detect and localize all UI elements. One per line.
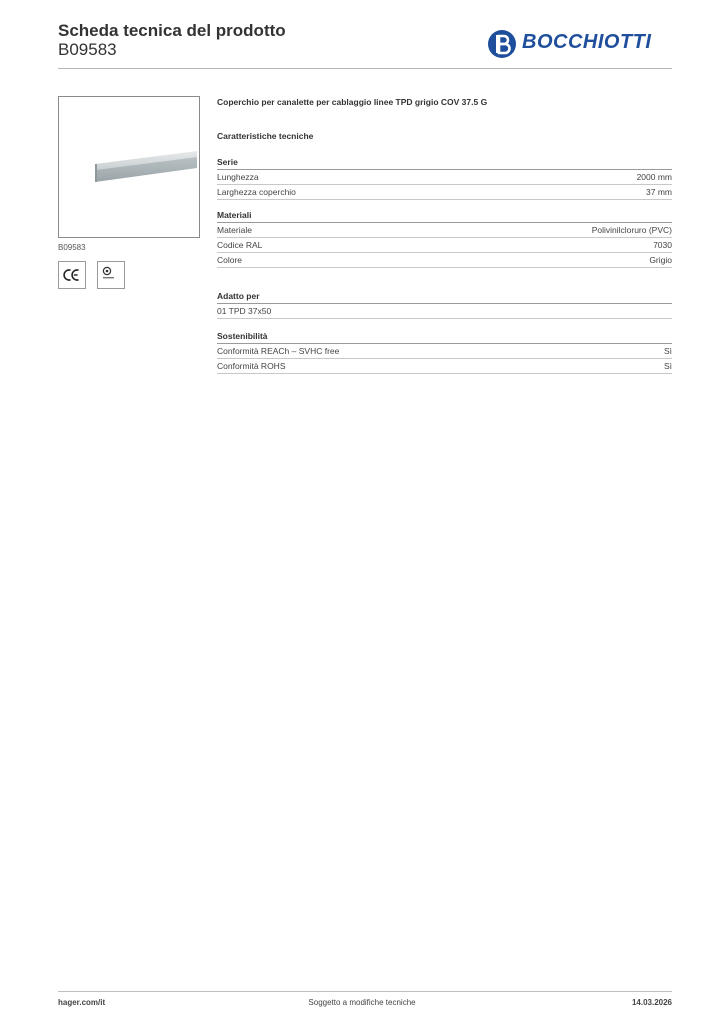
group-title: Adatto per bbox=[217, 290, 672, 304]
spec-row-ral-code bbox=[217, 238, 672, 253]
header-divider bbox=[58, 68, 672, 69]
spec-value: Grigio bbox=[649, 255, 672, 265]
spec-label: Conformità REACh – SVHC free bbox=[217, 346, 340, 356]
spec-row-material bbox=[217, 223, 672, 238]
spec-row-cover-width bbox=[217, 185, 672, 200]
spec-value: 2000 mm bbox=[636, 172, 672, 182]
footer-disclaimer: Soggetto a modifiche tecniche bbox=[308, 998, 416, 1007]
bocchiotti-logo-mark-icon bbox=[486, 28, 518, 60]
spec-value: 7030 bbox=[653, 240, 672, 250]
spec-label: Codice RAL bbox=[217, 240, 263, 250]
spec-value: Sì bbox=[663, 346, 672, 356]
spec-label: Colore bbox=[217, 255, 243, 265]
spec-label: Larghezza coperchio bbox=[217, 187, 296, 197]
spec-row-rohs bbox=[217, 359, 672, 374]
spec-row-reach bbox=[217, 344, 672, 359]
group-title: Sostenibilità bbox=[217, 330, 672, 344]
product-name: Coperchio per canalette per cablaggio linee TPD grigio COV 37.5 G bbox=[217, 97, 488, 107]
spec-row-length bbox=[217, 170, 672, 185]
spec-label: Lunghezza bbox=[217, 172, 259, 182]
footer-website-link[interactable]: hager.com/it bbox=[58, 998, 106, 1007]
spec-row-compatible bbox=[217, 304, 672, 319]
group-serie bbox=[217, 156, 672, 200]
group-materiali bbox=[217, 209, 672, 268]
group-adatto-per bbox=[217, 290, 672, 319]
group-title: Materiali bbox=[217, 209, 672, 223]
spec-label: Materiale bbox=[217, 225, 252, 235]
product-image bbox=[58, 96, 200, 238]
section-title-technical: Caratteristiche tecniche bbox=[217, 131, 314, 141]
ce-mark-icon bbox=[58, 261, 86, 289]
spec-value: Sì bbox=[663, 361, 672, 371]
spec-value: 37 mm bbox=[646, 187, 672, 197]
spec-row-color bbox=[217, 253, 672, 268]
bocchiotti-logo bbox=[486, 28, 666, 60]
page-title: Scheda tecnica del prodotto bbox=[58, 21, 286, 40]
image-caption: B09583 bbox=[58, 243, 86, 252]
group-title: Serie bbox=[217, 156, 672, 170]
ipq-certification-icon bbox=[97, 261, 125, 289]
spec-label: 01 TPD 37x50 bbox=[217, 306, 272, 316]
logo-wordmark: BOCCHIOTTI bbox=[522, 31, 652, 53]
product-code: B09583 bbox=[58, 40, 117, 59]
spec-value: Polivinilcloruro (PVC) bbox=[591, 225, 672, 235]
spec-label: Conformità ROHS bbox=[217, 361, 286, 371]
footer-divider bbox=[58, 991, 672, 992]
footer-date: 14.03.2026 bbox=[631, 998, 672, 1007]
cable-duct-cover-image bbox=[59, 97, 199, 237]
group-sostenibilita bbox=[217, 330, 672, 374]
